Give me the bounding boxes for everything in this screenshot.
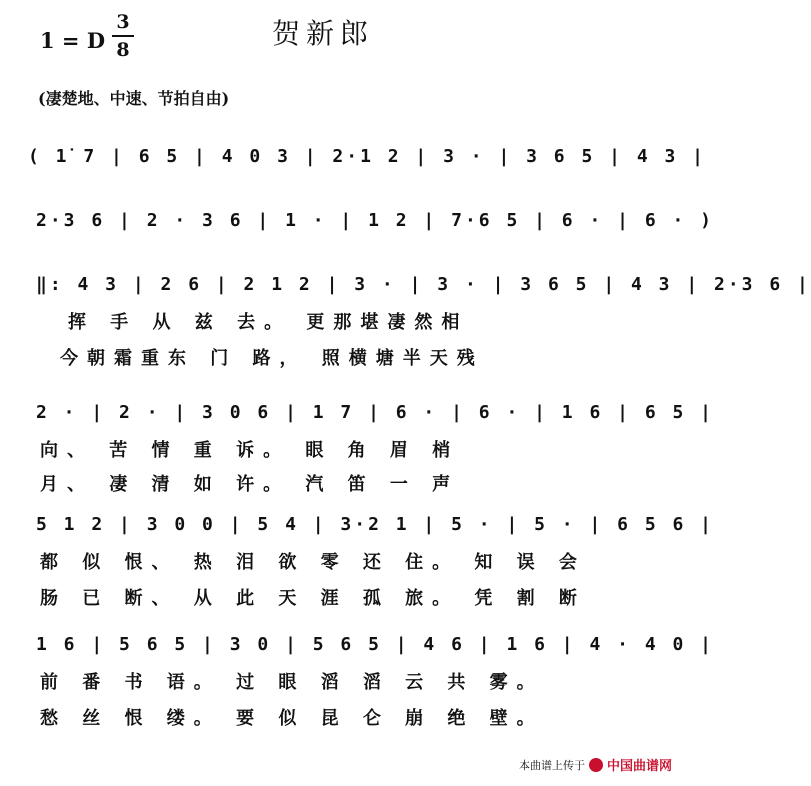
system-3-lyric-2: 肠 已 断、 从 此 天 涯 孤 旅。 凭 割 断 xyxy=(40,588,586,609)
source-footer xyxy=(519,755,672,774)
tempo-marking: (凄楚地、中速、节拍自由) xyxy=(38,89,230,108)
system-2-lyric-2: 月、 凄 清 如 许。 汽 笛 一 声 xyxy=(40,474,460,495)
system-3-notes: 5 1 2 | 3 0 0 | 5 4 | 3·2 1 | 5 · | 5 · | 6 5 6 | xyxy=(36,514,715,535)
system-1-lyric-1: 挥 手 从 兹 去。 更那堪凄然相 xyxy=(68,312,469,333)
system-3-lyric-1: 都 似 恨、 热 泪 欲 零 还 住。 知 误 会 xyxy=(40,552,586,573)
site-logo-icon xyxy=(589,758,603,772)
system-4-lyric-2: 愁 丝 恨 缕。 要 似 昆 仑 崩 绝 壁。 xyxy=(40,708,544,729)
intro-row-1: ( 1̇ 7 | 6 5 | 4 0 3 | 2·1 2 | 3 · | 3 6 5 | 4 3 | xyxy=(28,146,707,167)
song-title: 贺新郎 xyxy=(272,17,375,50)
site-logo-text[interactable]: 中国曲谱网 xyxy=(606,759,672,774)
meter-bottom: 8 xyxy=(116,39,130,61)
system-4-notes: 1 6 | 5 6 5 | 3 0 | 5 6 5 | 4 6 | 1 6 | 4 · 4 0 | xyxy=(36,634,715,655)
system-1-lyric-2: 今朝霜重东 门 路， 照横塘半天残 xyxy=(60,348,484,369)
system-2-lyric-1: 向、 苦 情 重 诉。 眼 角 眉 梢 xyxy=(40,440,460,461)
meter-top: 3 xyxy=(116,11,130,33)
system-4-lyric-1: 前 番 书 语。 过 眼 滔 滔 云 共 雾。 xyxy=(40,672,544,693)
intro-row-2: 2·3 6 | 2 · 3 6 | 1 · | 1 2 | 7·6 5 | 6 · | 6 · ) xyxy=(36,210,715,231)
system-2-notes: 2 · | 2 · | 3 0 6 | 1 7 | 6 · | 6 · | 1 6 | 6 5 | xyxy=(36,402,715,423)
meter-bar xyxy=(112,35,134,37)
footer-text: 本曲谱上传于 xyxy=(518,758,585,772)
key-signature: 1 = D xyxy=(40,28,106,53)
system-1-notes: ‖: 4 3 | 2 6 | 2 1 2 | 3 · | 3 · | 3 6 5 | 4 3 | 2·3 6 | xyxy=(36,274,811,295)
time-signature xyxy=(112,10,134,62)
